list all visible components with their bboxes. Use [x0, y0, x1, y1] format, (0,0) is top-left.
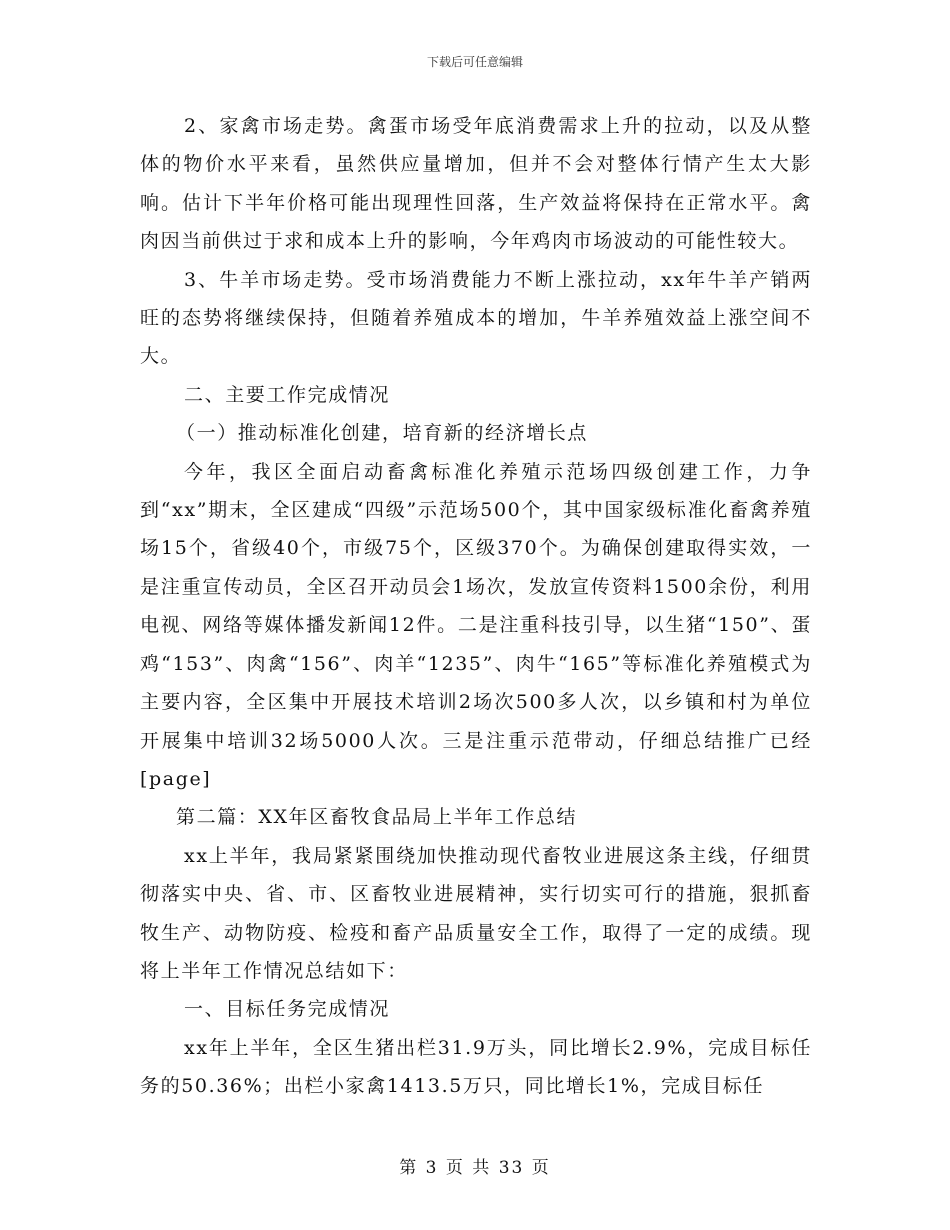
paragraph-standardization-details: 今年，我区全面启动畜禽标准化养殖示范场四级创建工作，力争到“xx”期末，全区建成“四级”示范场500个，其中国家级标准化畜禽养殖场15个，省级40个，市级75个，区级370个。为确保创建取得实效，一是注重宣传动员，全区召开动员会1场次，发放宣传资料1500余份，利用电视、网络等媒体播发新闻12件。二是注重科技引导，以生猪“150”、蛋鸡“153”、肉禽“156”、肉羊“1235”、肉牛“165”等标准化养殖模式为主要内容，全区集中开展技术培训2场次500多人次，以乡镇和村为单位开展集中培训32场5000人次。三是注重示范带动，仔细总结推广已经 [page]	[140, 460, 812, 790]
section-heading-main-work: 二、主要工作完成情况	[184, 383, 391, 406]
page-number: 第 3 页 共 33 页	[399, 1158, 551, 1178]
section-heading-targets: 一、目标任务完成情况	[184, 998, 391, 1021]
paragraph-intro-second: xx上半年，我局紧紧围绕加快推动现代畜牧业进展这条主线，仔细贯彻落实中央、省、市、区畜牧业进展精神，实行切实可行的措施，狠抓畜牧生产、动物防疫、检疫和畜产品质量安全工作，取得了一定的成绩。现将上半年工作情况总结如下：	[140, 844, 812, 982]
article-title-second: 第二篇：XX年区畜牧食品局上半年工作总结	[176, 806, 578, 829]
header-note: 下载后可任意编辑	[426, 55, 523, 69]
subsection-heading-standardization: （一）推动标准化创建，培育新的经济增长点	[176, 422, 589, 445]
paragraph-poultry-market: 2、家禽市场走势。禽蛋市场受年底消费需求上升的拉动，以及从整体的物价水平来看，虽然供应量增加，但并不会对整体行情产生太大影响。估计下半年价格可能出现理性回落，生产效益将保持在正常水平。禽肉因当前供过于求和成本上升的影响，今年鸡肉市场波动的可能性较大。	[140, 115, 812, 253]
paragraph-targets-details: xx年上半年，全区生猪出栏31.9万头，同比增长2.9%，完成目标任务的50.36%；出栏小家禽1413.5万只，同比增长1%，完成目标任	[140, 1036, 812, 1098]
document-body	[140, 107, 812, 1106]
paragraph-cattle-sheep-market: 3、牛羊市场走势。受市场消费能力不断上涨拉动，xx年牛羊产销两旺的态势将继续保持，但随着养殖成本的增加，牛羊养殖效益上涨空间不大。	[140, 268, 812, 368]
